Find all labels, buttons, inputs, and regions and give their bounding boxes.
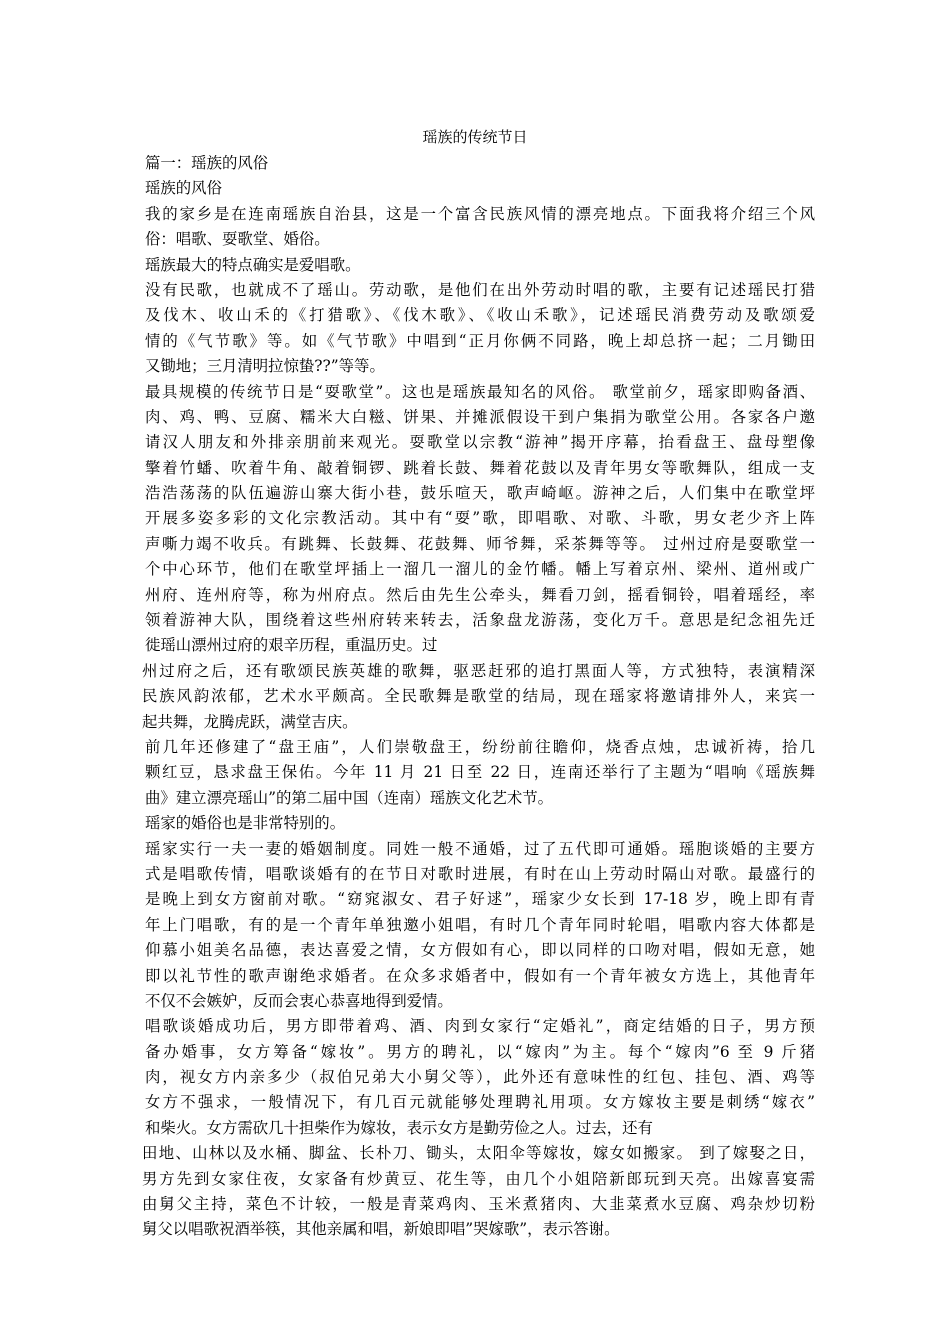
text-line: 最具规模的传统节日是“耍歌堂”。这也是瑶族最知名的风俗。 歌堂前夕，瑶家即购备酒、 [145, 382, 815, 401]
text-line: 俗：唱歌、耍歌堂、婚俗。 [145, 230, 330, 249]
text-line: 篇一：瑶族的风俗 [145, 154, 269, 172]
text-line: 擎着竹蟠、吹着牛角、敲着铜锣、跳着长鼓、舞着花鼓以及青年男女等歌舞队，组成一支 [145, 458, 815, 477]
text-line: 我的家乡是在连南瑶族自治县，这是一个富含民族风情的漂亮地点。下面我将介绍三个风 [145, 204, 815, 223]
text-line: 开展多姿多彩的文化宗教活动。其中有“耍”歌，即唱歌、对歌、斗歌，男女老少齐上阵 [145, 509, 815, 528]
text-line: 个中心环节，他们在歌堂坪插上一溜几一溜儿的金竹幡。幡上写着京州、梁州、道州或广 [145, 560, 815, 579]
text-line: 声嘶力竭不收兵。有跳舞、长鼓舞、花鼓舞、师爷舞，采茶舞等等。 过州过府是耍歌堂一 [145, 534, 815, 553]
text-line: 请汉人朋友和外排亲朋前来观光。耍歌堂以宗教“游神”揭开序幕，抬看盘王、盘母塑像 [145, 433, 815, 452]
text-line: 和柴火。女方需砍几十担柴作为嫁妆，表示女方是勤劳俭之人。过去，还有 [145, 1118, 653, 1137]
text-line: 及伐木、收山禾的《打猎歌》、《伐木歌》、《收山禾歌》，记述瑶民消费劳动及歌颂爱 [145, 306, 815, 325]
text-line: 由舅父主持，菜色不计较，一般是青菜鸡肉、玉米煮猪肉、大韭菜煮水豆腐、鸡杂炒切粉 [142, 1195, 815, 1214]
text-line: 情的《气节歌》等。如《气节歌》中唱到“正月你俩不同路，晚上却总挤一起；二月锄田 [145, 331, 815, 350]
text-line: 是晚上到女方窗前对歌。“窈窕淑女、君子好逑”，瑶家少女长到 17-18 岁，晚上即有青 [145, 890, 815, 909]
text-line: 式是唱歌传情，唱歌谈婚有的在节日对歌时进展，有时在山上劳动时隔山对歌。最盛行的 [145, 864, 815, 883]
text-line: 仰慕小姐美名品德，表达喜爱之情，女方假如有心，即以同样的口吻对唱，假如无意，她 [145, 941, 815, 960]
text-line: 唱歌谈婚成功后，男方即带着鸡、酒、肉到女家行“定婚礼”，商定结婚的日子，男方预 [145, 1017, 815, 1036]
text-line: 年上门唱歌，有的是一个青年单独邀小姐唱，有时几个青年同时轮唱，唱歌内容大体都是 [145, 915, 815, 934]
text-line: 不仅不会嫉妒，反而会衷心恭喜地得到爱情。 [145, 991, 453, 1010]
text-line: 舅父以唱歌祝酒举筷，其他亲属和唱，新娘即唱”哭嫁歌”，表示答谢。 [142, 1220, 620, 1239]
document-title: 瑶族的传统节日 [422, 128, 528, 146]
text-line: 肉，视女方内亲多少（叔伯兄弟大小舅父等），此外还有意味性的红包、挂包、酒、鸡等 [145, 1068, 815, 1087]
text-line: 州府、连州府等，称为州府点。然后由先生公牵头，舞看刀剑，摇看铜铃，唱着瑶经，率 [145, 585, 815, 604]
text-line: 瑶族最大的特点确实是爱唱歌。 [145, 255, 361, 274]
text-line: 瑶家的婚俗也是非常特别的。 [145, 814, 346, 833]
text-line: 州过府之后，还有歌颂民族英雄的歌舞，驱恶赶邪的追打黑面人等，方式独特，表演精深 [142, 661, 815, 680]
text-line: 曲》建立漂亮瑶山”的第二届中国（连南）瑶族文化艺术节。 [145, 788, 554, 807]
document-body [142, 151, 815, 1243]
text-line: 领着游神大队，围绕着这些州府转来转去，活象盘龙游荡，变化万千。意思是纪念祖先迁 [145, 611, 815, 630]
text-line: 女方不强求，一般情况下，有几百元就能够处理聘礼用项。女方嫁妆主要是刺绣“嫁衣” [145, 1093, 815, 1112]
text-line: 颗红豆，恳求盘王保佑。今年 11 月 21 日至 22 日，连南还举行了主题为“唱响《瑶族舞 [145, 763, 815, 782]
text-line: 田地、山林以及水桶、脚盆、长朴刀、锄头，太阳伞等嫁妆，嫁女如搬家。 到了嫁娶之日， [142, 1144, 815, 1163]
text-line: 徙瑶山漂州过府的艰辛历程，重温历史。过 [145, 636, 438, 655]
text-line: 前几年还修建了“盘王庙”，人们崇敬盘王，纷纷前往瞻仰，烧香点烛，忠诚祈祷，拾几 [145, 737, 815, 756]
text-line: 肉、鸡、鸭、豆腐、糯米大白糍、饼果、并摊派假设干到户集捐为歌堂公用。各家各户邀 [145, 407, 815, 426]
text-line: 起共舞，龙腾虎跃，满堂吉庆。 [142, 712, 358, 731]
text-line: 民族风韵浓郁，艺术水平颇高。全民歌舞是歌堂的结局，现在瑶家将邀请排外人，来宾一 [142, 687, 815, 706]
text-line: 男方先到女家住夜，女家备有炒黄豆、花生等，由几个小姐陪新郎玩到天亮。出嫁喜宴需 [142, 1169, 815, 1188]
text-line: 瑶家实行一夫一妻的婚姻制度。同姓一般不通婚，过了五代即可通婚。瑶胞谈婚的主要方 [145, 839, 815, 858]
text-line: 浩浩荡荡的队伍遍游山寨大街小巷，鼓乐喧天，歌声崎岖。游神之后，人们集中在歌堂坪 [145, 484, 815, 503]
text-line: 又锄地；三月清明拉惊蛰??”等等。 [145, 357, 385, 376]
text-line: 备办婚事，女方筹备“嫁妆”。男方的聘礼，以“嫁肉”为主。每个“嫁肉”6 至 9 斤猪 [145, 1042, 815, 1061]
text-line: 瑶族的风俗 [145, 179, 222, 198]
text-line: 即以礼节性的歌声谢绝求婚者。在众多求婚者中，假如有一个青年被女方选上，其他青年 [145, 966, 815, 985]
text-line: 没有民歌，也就成不了瑶山。劳动歌，是他们在出外劳动时唱的歌，主要有记述瑶民打猎 [145, 280, 815, 299]
